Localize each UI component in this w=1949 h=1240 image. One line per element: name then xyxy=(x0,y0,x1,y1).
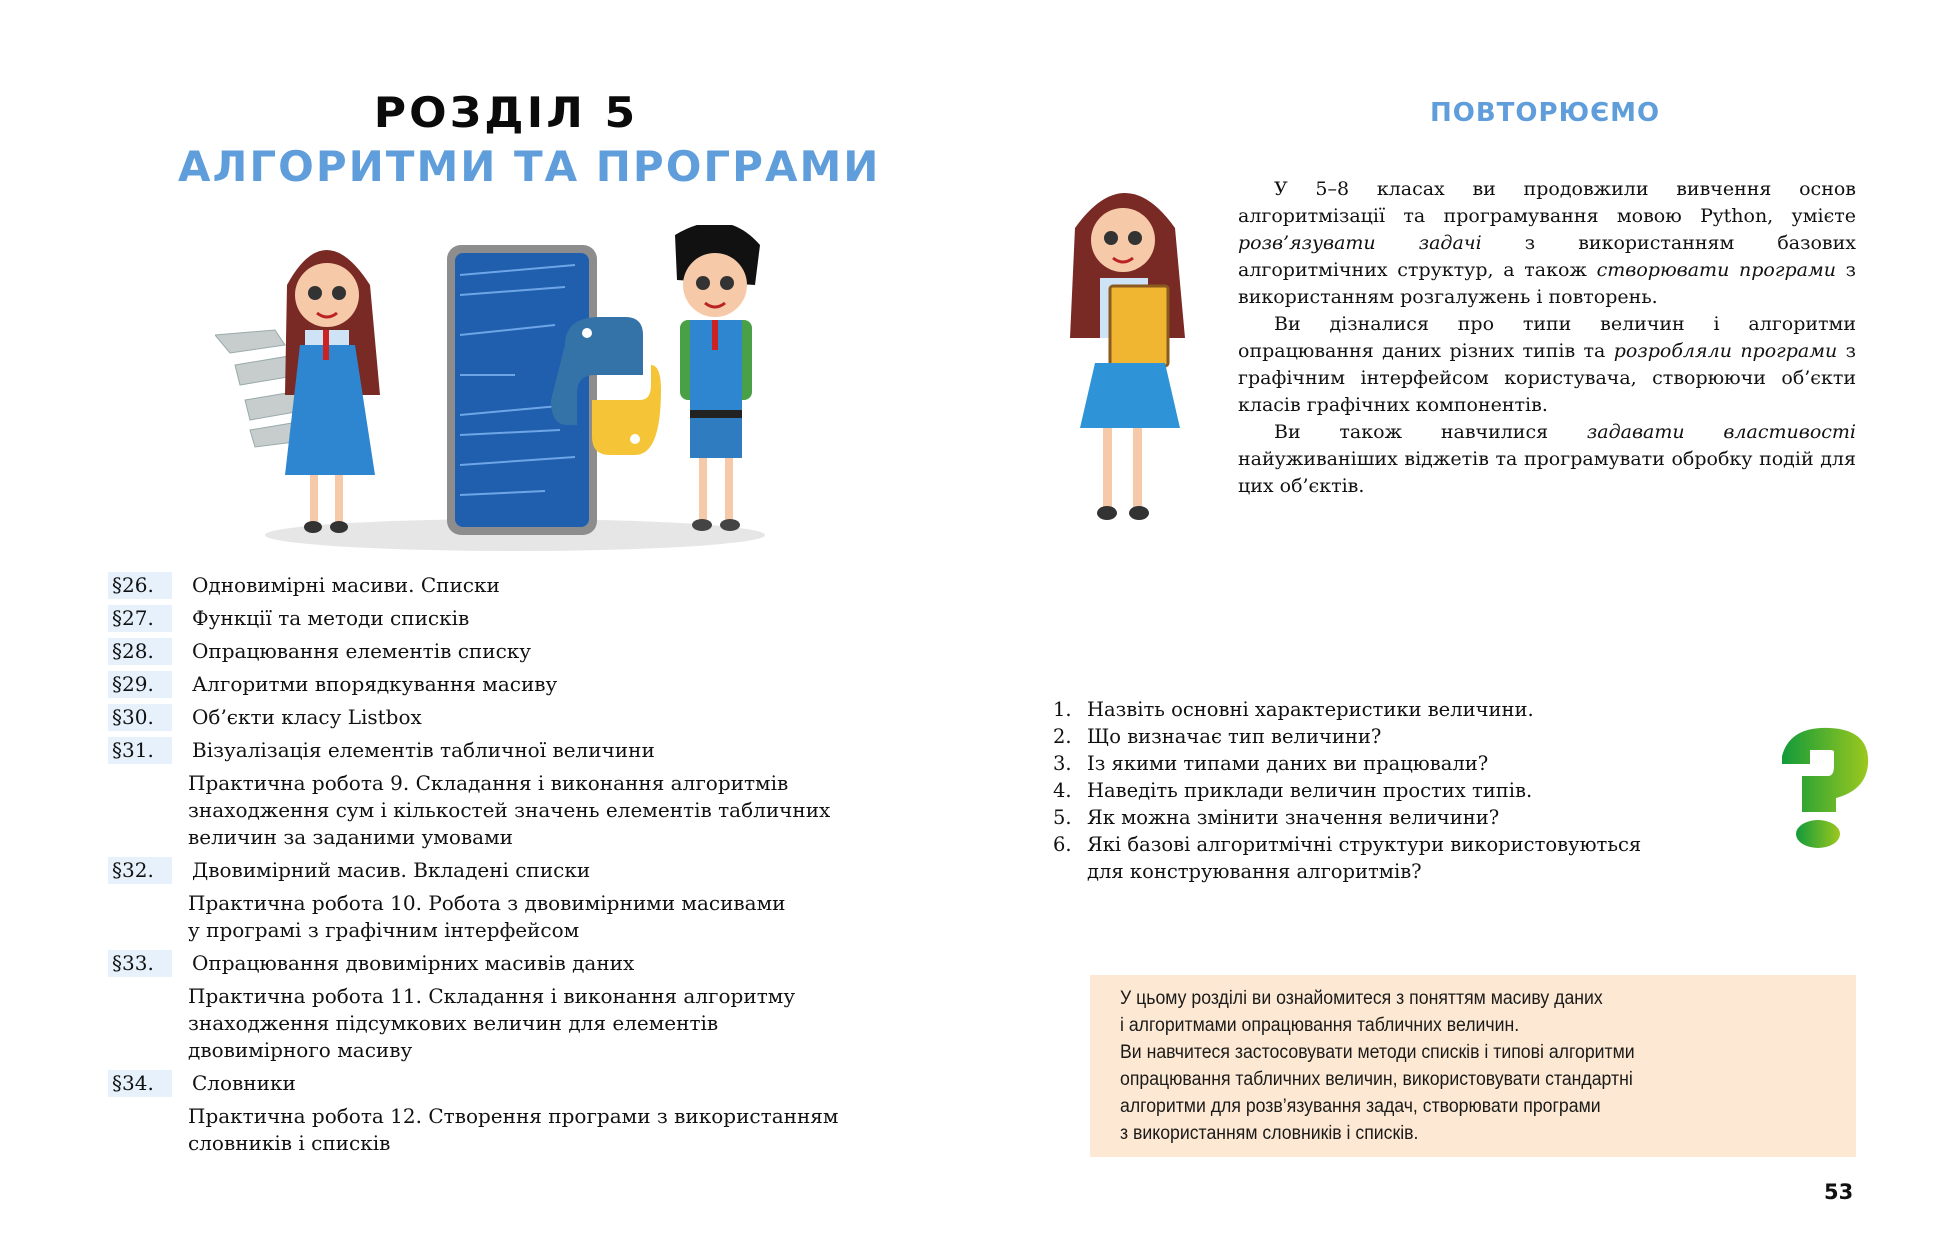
toc-item-30[interactable] xyxy=(108,704,908,731)
question-item: 6. Які базові алгоритмічні структури використовуються для конструювання алгоритмів? xyxy=(1053,833,1642,883)
practical-work-11[interactable] xyxy=(188,983,908,1064)
goals-line: У цьому розділі ви ознайомитеся з поняттям масиву даних xyxy=(1120,988,1603,1009)
practical-line: словників і списків xyxy=(188,1131,391,1155)
table-of-contents xyxy=(108,572,908,1163)
question-item: 1. Назвіть основні характеристики величини. xyxy=(1053,698,1534,721)
section-title: Функції та методи списків xyxy=(192,606,470,630)
practical-line: у програмі з графічним інтерфейсом xyxy=(188,918,580,942)
toc-item-34[interactable] xyxy=(108,1070,908,1097)
toc-item-32[interactable] xyxy=(108,857,908,884)
toc-item-31[interactable] xyxy=(108,737,908,764)
question-item: 5. Як можна змінити значення величини? xyxy=(1053,806,1500,829)
section-title: Візуалізація елементів табличної величини xyxy=(192,738,655,762)
toc-item-33[interactable] xyxy=(108,950,908,977)
girl-character-icon xyxy=(285,250,380,533)
question-item: 3. Із якими типами даних ви працювали? xyxy=(1053,752,1489,775)
practical-line: знаходження підсумкових величин для елементів xyxy=(188,1011,719,1035)
toc-item-27[interactable] xyxy=(108,605,908,632)
goals-line: з використанням словників і списків. xyxy=(1120,1123,1419,1144)
section-number: §27. xyxy=(108,605,172,632)
toc-item-26[interactable] xyxy=(108,572,908,599)
practical-line: знаходження сум і кількостей значень елементів табличних xyxy=(188,798,831,822)
section-title: Об’єкти класу Listbox xyxy=(192,705,422,729)
intro-paragraph-2: Ви дізналися про типи величин і алгоритми опрацювання даних різних типів та розробляли програми з графічним інтерфейсом користувача, створюючи об’єкти класів графічних компонентів. xyxy=(1238,313,1856,416)
practical-line: Практична робота 10. Робота з двовимірними масивами xyxy=(188,891,786,915)
goals-line: і алгоритмами опрацювання табличних величин. xyxy=(1120,1015,1520,1036)
section-number: §28. xyxy=(108,638,172,665)
page-number: 53 xyxy=(1824,1180,1854,1204)
section-number: §32. xyxy=(108,857,172,884)
intro-paragraph-1: У 5–8 класах ви продовжили вивчення основ алгоритмізації та програмування мовою Python, умієте розв’язувати задачі з використанням базових алгоритмічних структур, а також створювати програми з використанням розгалужень і повторень. xyxy=(1238,178,1857,308)
practical-line: Практична робота 9. Складання і виконання алгоритмів xyxy=(188,771,789,795)
question-mark-icon xyxy=(1780,726,1872,850)
girl-with-books-illustration xyxy=(1055,178,1205,548)
toc-item-28[interactable] xyxy=(108,638,908,665)
practical-line: двовимірного масиву xyxy=(188,1038,413,1062)
practical-work-9[interactable] xyxy=(188,770,908,851)
practical-line: Практична робота 11. Складання і виконання алгоритму xyxy=(188,984,796,1008)
section-title: Опрацювання елементів списку xyxy=(192,639,532,663)
section-number: §29. xyxy=(108,671,172,698)
section-title: Алгоритми впорядкування масиву xyxy=(192,672,558,696)
chapter-label: РОЗДІЛ 5 xyxy=(373,88,639,137)
review-intro-text xyxy=(1238,176,1856,500)
goals-line: алгоритми для розв’язування задач, створювати програми xyxy=(1120,1096,1601,1117)
toc-item-29[interactable] xyxy=(108,671,908,698)
section-number: §31. xyxy=(108,737,172,764)
section-title: Опрацювання двовимірних масивів даних xyxy=(192,951,635,975)
practical-line: величин за заданими умовами xyxy=(188,825,513,849)
goals-line: Ви навчитеся застосовувати методи списків і типові алгоритми xyxy=(1120,1042,1635,1063)
review-questions-list xyxy=(1053,696,1753,885)
practical-line: Практична робота 12. Створення програми з використанням xyxy=(188,1104,839,1128)
section-number: §34. xyxy=(108,1070,172,1097)
goals-line: опрацювання табличних величин, використовувати стандартні xyxy=(1120,1069,1633,1090)
section-number: §26. xyxy=(108,572,172,599)
section-title: Двовимірний масив. Вкладені списки xyxy=(192,858,591,882)
section-title: Словники xyxy=(192,1071,296,1095)
practical-work-10[interactable] xyxy=(188,890,908,944)
practical-work-12[interactable] xyxy=(188,1103,908,1157)
section-number: §30. xyxy=(108,704,172,731)
chapter-illustration xyxy=(215,225,815,555)
chapter-title: АЛГОРИТМИ ТА ПРОГРАМИ xyxy=(178,142,881,191)
question-item: 2. Що визначає тип величини? xyxy=(1053,725,1382,748)
question-item: 4. Наведіть приклади величин простих типів. xyxy=(1053,779,1533,802)
chapter-goals-box xyxy=(1090,975,1856,1157)
intro-paragraph-3: Ви також навчилися задавати властивості найуживаніших віджетів та програмувати обробку подій для цих об’єктів. xyxy=(1238,421,1856,497)
boy-character-icon xyxy=(675,225,760,531)
review-section-title: ПОВТОРЮЄМО xyxy=(1430,98,1661,128)
section-number: §33. xyxy=(108,950,172,977)
section-title: Одновимірні масиви. Списки xyxy=(192,573,500,597)
